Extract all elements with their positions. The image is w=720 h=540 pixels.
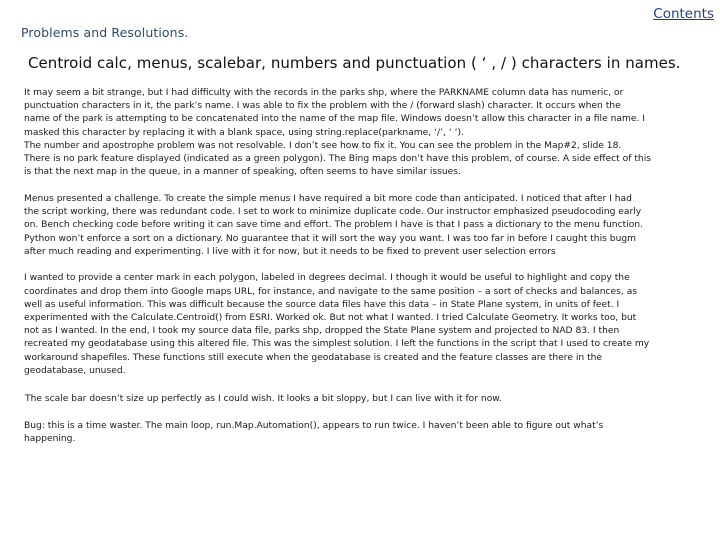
slide-heading: Centroid calc, menus, scalebar, numbers and punctuation ( ‘ , / ) characters in names. (28, 54, 681, 72)
paragraph-scalebar (24, 393, 696, 406)
paragraph-centroid (24, 272, 696, 378)
contents-link[interactable]: Contents (653, 6, 714, 22)
text-line: is that the next map in the queue, in a manner of speaking, often seems to have similar issues. (24, 167, 461, 178)
text-line: It may seem a bit strange, but I had difficulty with the records in the parks shp, where the PARKNAME column data has numeric, or (24, 88, 624, 98)
text-line: Menus presented a challenge. To create the simple menus I have required a bit more code than anticipated. I noticed that after I had (24, 193, 632, 204)
text-line: I wanted to provide a center mark in each polygon, labeled in degrees decimal. I though it would be useful to highlight and copy the (24, 273, 630, 284)
text-line: Bug: this is a time waster. The main loop, run.Map.Automation(), appears to run twice. I haven’t been able to figure out what’s (24, 421, 604, 432)
text-line: well as useful information. This was difficult because the source data files have this data – in State Plane system, in units of feet. I (24, 299, 620, 310)
text-line: Python won’t enforce a sort on a dictionary. No guarantee that it will sort the way you want. I was too far in before I caught this bugm (24, 233, 637, 244)
paragraph-menus (24, 193, 696, 259)
text-line: name of the park is attempting to be concatenated into the name of the map file. Windows doesn’t allow this character in a file name. I (24, 114, 645, 125)
text-line: after much reading and experimenting. I live with it for now, but it needs to be fixed to prevent user selection errors (24, 246, 556, 257)
section-title: Problems and Resolutions. (21, 25, 189, 40)
paragraph-bug (24, 420, 696, 446)
text-line: The number and apostrophe problem was not resolvable. I don’t see how to fix it. You can see the problem in the Map#2, slide 18. (24, 140, 622, 151)
text-line: experimented with the Calculate.Centroid() from ESRI. Worked ok. But not what I wanted. I tried Calculate Geometry. It works too, but (24, 313, 637, 324)
text-line: on. Bench checking code before writing it can save time and effort. The problem I have is that I pass a dictionary to the menu function. (24, 220, 643, 231)
text-line: punctuation characters in it, the park’s name. I was able to fix the problem with the / (forward slash) character. It occurs when the (24, 101, 621, 112)
text-line: workaround shapefiles. These functions still execute when the geodatabase is created and the feature classes are there in the (24, 352, 603, 363)
text-line: recreated my geodatabase using this altered file. This was the simplest solution. I left the functions in the script that I used to create my (24, 339, 650, 350)
text-line: coordinates and drop them into Google maps URL, for instance, and navigate to the same position – a sort of checks and balances, as (24, 286, 638, 297)
text-line: The scale bar doesn’t size up perfectly as I could wish. It looks a bit sloppy, but I can live with it for now. (25, 393, 502, 404)
text-line: geodatabase, unused. (24, 365, 126, 376)
text-line: masked this character by replacing it with a blank space, using string.replace(parkname, ‘/’, ‘ ‘). (24, 127, 464, 138)
body-text (24, 87, 696, 447)
text-line: not as I wanted. In the end, I took my source data file, parks shp, dropped the State Plane system and projected to NAD 83. I then (24, 326, 620, 337)
text-line: the script working, there was redundant code. I set to work to minimize duplicate code. Our instructor emphasized pseudocoding early (24, 207, 642, 218)
text-line: There is no park feature displayed (indicated as a green polygon). The Bing maps don’t have this problem, of course. A side effect of this (24, 154, 651, 165)
text-line: happening. (24, 434, 76, 445)
paragraph-parkname-characters (24, 87, 696, 179)
